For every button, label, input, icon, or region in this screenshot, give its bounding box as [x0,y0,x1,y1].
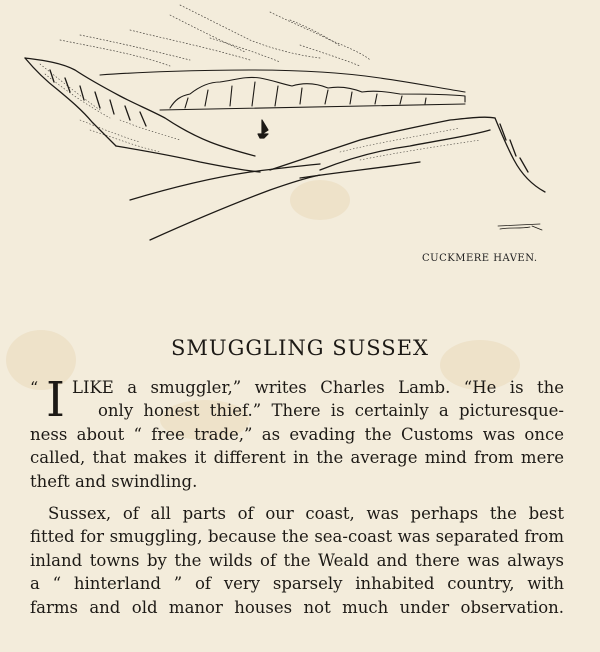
text-line: a “ hinterland ” of very sparsely inhabited country, with [30,574,564,594]
open-quote-mark: “ [30,378,39,397]
text-line: Sussex, of all parts of our coast, was perhaps the best [48,504,564,523]
text-line: ness about “ free trade,” as evading the Customs was once [30,424,564,444]
text-line: only honest thief.” There is certainly a picturesque- [98,401,564,421]
text-line: called, that makes it different in the average mind from mere [30,448,564,468]
paragraph-2 [30,502,564,619]
cuckmere-haven-illustration [20,0,580,250]
drop-cap: I [46,372,65,428]
text-line: inland towns by the wilds of the Weald and there was always [30,550,564,570]
illustration-caption: CUCKMERE HAVEN. [422,253,538,264]
text-line: fitted for smuggling, because the sea-coast was separated from [30,527,564,547]
text-line: LIKE a smuggler,” writes Charles Lamb. “He is the [72,378,564,397]
text-line: farms and old manor houses not much under observation. [30,597,564,617]
chapter-title: SMUGGLING SUSSEX [171,336,429,360]
text-line: theft and swindling. [30,471,198,491]
paragraph-1 [30,372,564,493]
